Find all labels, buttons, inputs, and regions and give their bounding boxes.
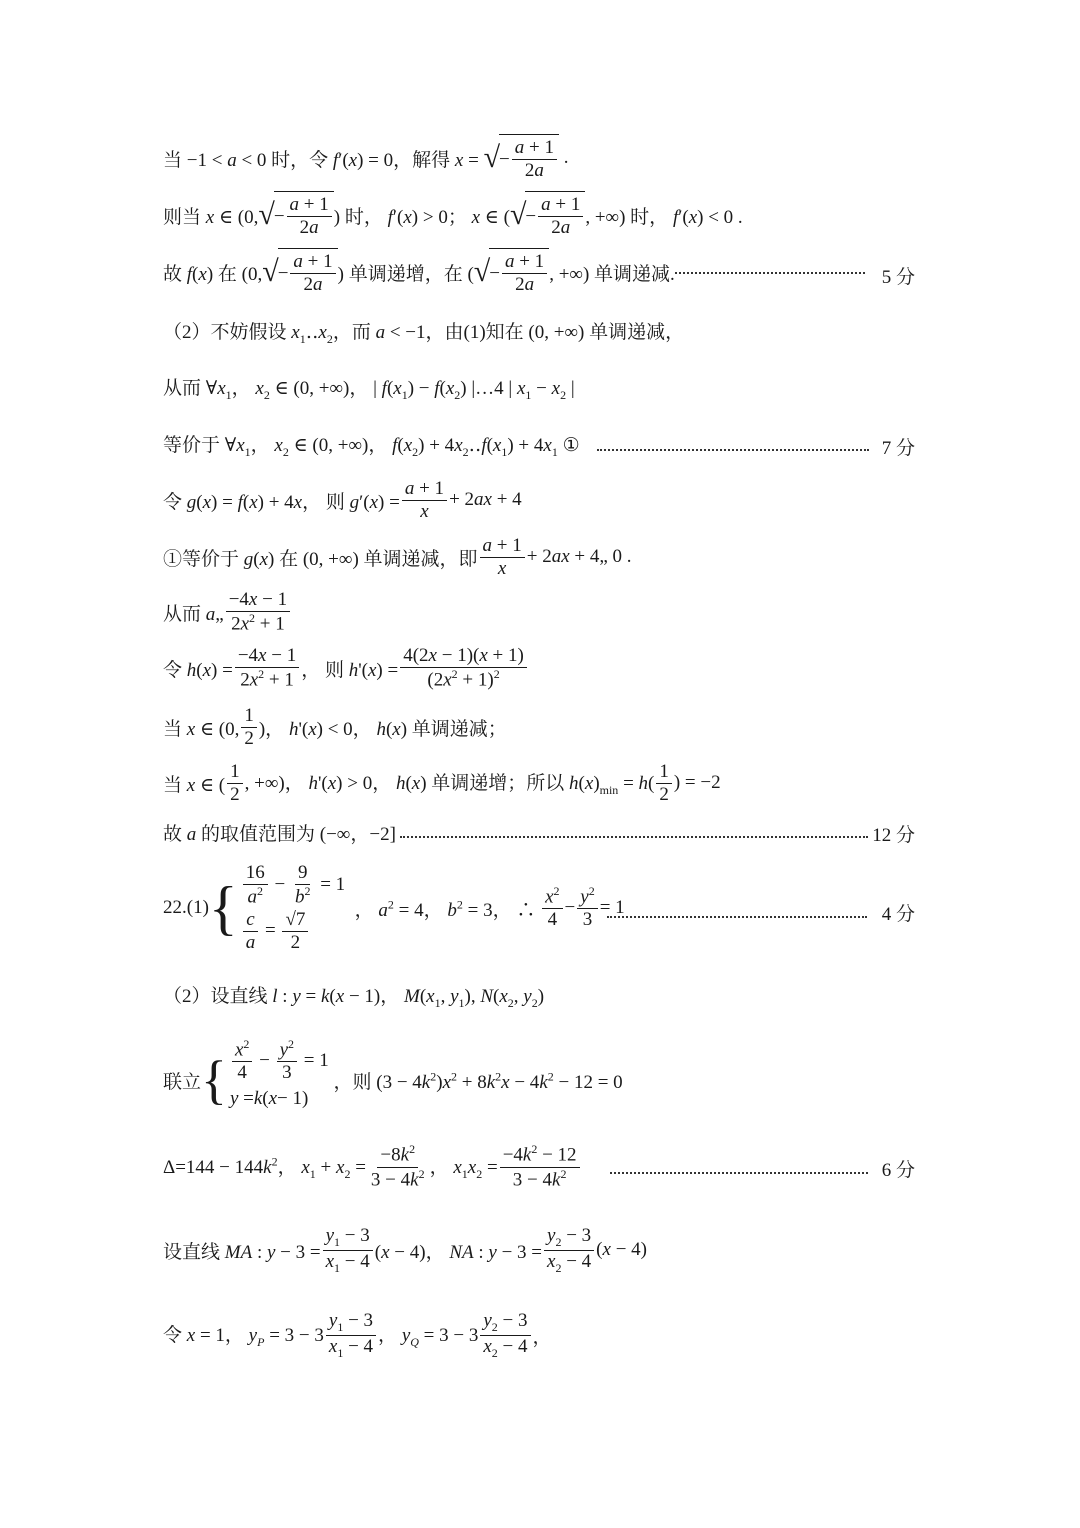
line-12: 当 x ∈ ( $\frac{1}{2}$ , +∞)， h'(x) > 0， h(x) 单调递增；所以 $h(x)_{min} = h$( $\frac{1}{2}$ ) = −2: [163, 760, 721, 805]
score-leader: [597, 449, 869, 451]
score-leader: [607, 916, 867, 918]
line-5: 从而 $\forall x_1$， $x_2$ ∈ (0, +∞)， | $f(x_1) - f(x_2)$ |…4 | $x_1 - x_2$ |: [163, 378, 575, 402]
line-14: 22.(1) { $\frac{16}{a^2}$ − $\frac{9}{b^2}$ = 1 $\frac{c}{a}$ = $\frac{√7}{2}$ ， $a^2 = 4$， $b^2 = 3$， ∴ $\frac{x^2}{4}$ − $\frac{y^2}{3}$ = 1: [163, 862, 625, 953]
line-6: 等价于 $\forall x_1$， $x_2$ ∈ (0, +∞)， $f(x_2)$ + $4x_2‥f(x_1) + 4x_1$ ①: [163, 435, 580, 459]
line-13: 故 a 的取值范围为 (−∞，−2]: [163, 823, 396, 845]
score-leader: [610, 1172, 868, 1174]
score-12: 12 分: [872, 825, 915, 846]
line-3: 故 f(x) 在 (0, √ − $\frac{a + 1}{2a}$ ) 单调递增，在 ( √ − $\frac{a + 1}{2a}$ , +∞) 单调递减.: [163, 250, 675, 294]
score-7: 7 分: [881, 438, 915, 459]
line-4: （2）不妨假设 $x_1‥x_2$，而 a < −1，由(1)知在 (0, +∞) 单调递减，: [163, 322, 685, 346]
line-15: （2）设直线 l : y = k(x − 1)， $M(x_1$, $y_1$), $N(x_2$, $y_2$): [163, 986, 545, 1010]
line-18: 设直线 MA : y − 3 = $\frac{y_1 - 3}{x_1 - 4}$ (x − 4)， NA : y − 3 = $\frac{y_2 - 3}{x_2 - 4}$ (x − 4): [163, 1224, 647, 1275]
line-10: 令 h(x) = $\frac{-4x - 1}{2x^2 + 1}$ ， 则 h'(x) = $\frac{4(2x - 1)(x + 1)}{(2x^2 + 1)^2}$: [163, 644, 529, 692]
line-11: 当 x ∈ (0, $\frac{1}{2}$ )， h'(x) < 0， h(x) 单调递减；: [163, 704, 507, 749]
line-8: ①等价于 g(x) 在 (0, +∞) 单调递减，即 $\frac{a + 1}{x}$ + 2ax + 4„ 0 .: [163, 534, 632, 579]
score-leader: [400, 836, 868, 838]
line-2: 则当 x ∈ (0, √ − $\frac{a + 1}{2a}$ ) 时， f′(x) > 0； x ∈ ( √ − $\frac{a + 1}{2a}$ , +∞) 时， f′(x) < 0 .: [163, 193, 743, 237]
line-17: $\Delta=144 - 144k^2$， $x_1 + x_2$ = $\frac{-8k^2}{3 - 4k^2}$ ， $x_1x_2$ = $\frac{-4k^2 - 12}{3 - 4k^2}$: [163, 1142, 582, 1192]
line-19: 令 x = 1， $y_P = 3 - 3$ $\frac{y_1 - 3}{x_1 - 4}$ ， $y_Q = 3 - 3$ $\frac{y_2 - 3}{x_2 - 4}$ ，: [163, 1309, 552, 1360]
score-5: 5 分: [881, 267, 915, 288]
line-9: 从而 a„ $\frac{-4x - 1}{2x^2 + 1}$: [163, 588, 292, 636]
score-leader: [675, 272, 865, 274]
line-7: 令 g(x) = f(x) + 4x， 则 g′(x) = $\frac{a + 1}{x}$ + 2ax + 4: [163, 477, 522, 522]
score-4: 4 分: [881, 904, 915, 925]
line-1: 当 −1 < a < 0 时，令 f′(x) = 0，解得 x = √ − $\frac{a + 1}{2a}$ .: [163, 136, 568, 180]
score-6: 6 分: [881, 1160, 915, 1181]
line-16: 联立 { $\frac{x^2}{4}$ − $\frac{y^2}{3}$ = 1 y = k ( x − 1) ，则 $(3 - 4k^2)x^2 + 8k^2x - 4k^2 - 12 = 0$: [163, 1037, 623, 1110]
